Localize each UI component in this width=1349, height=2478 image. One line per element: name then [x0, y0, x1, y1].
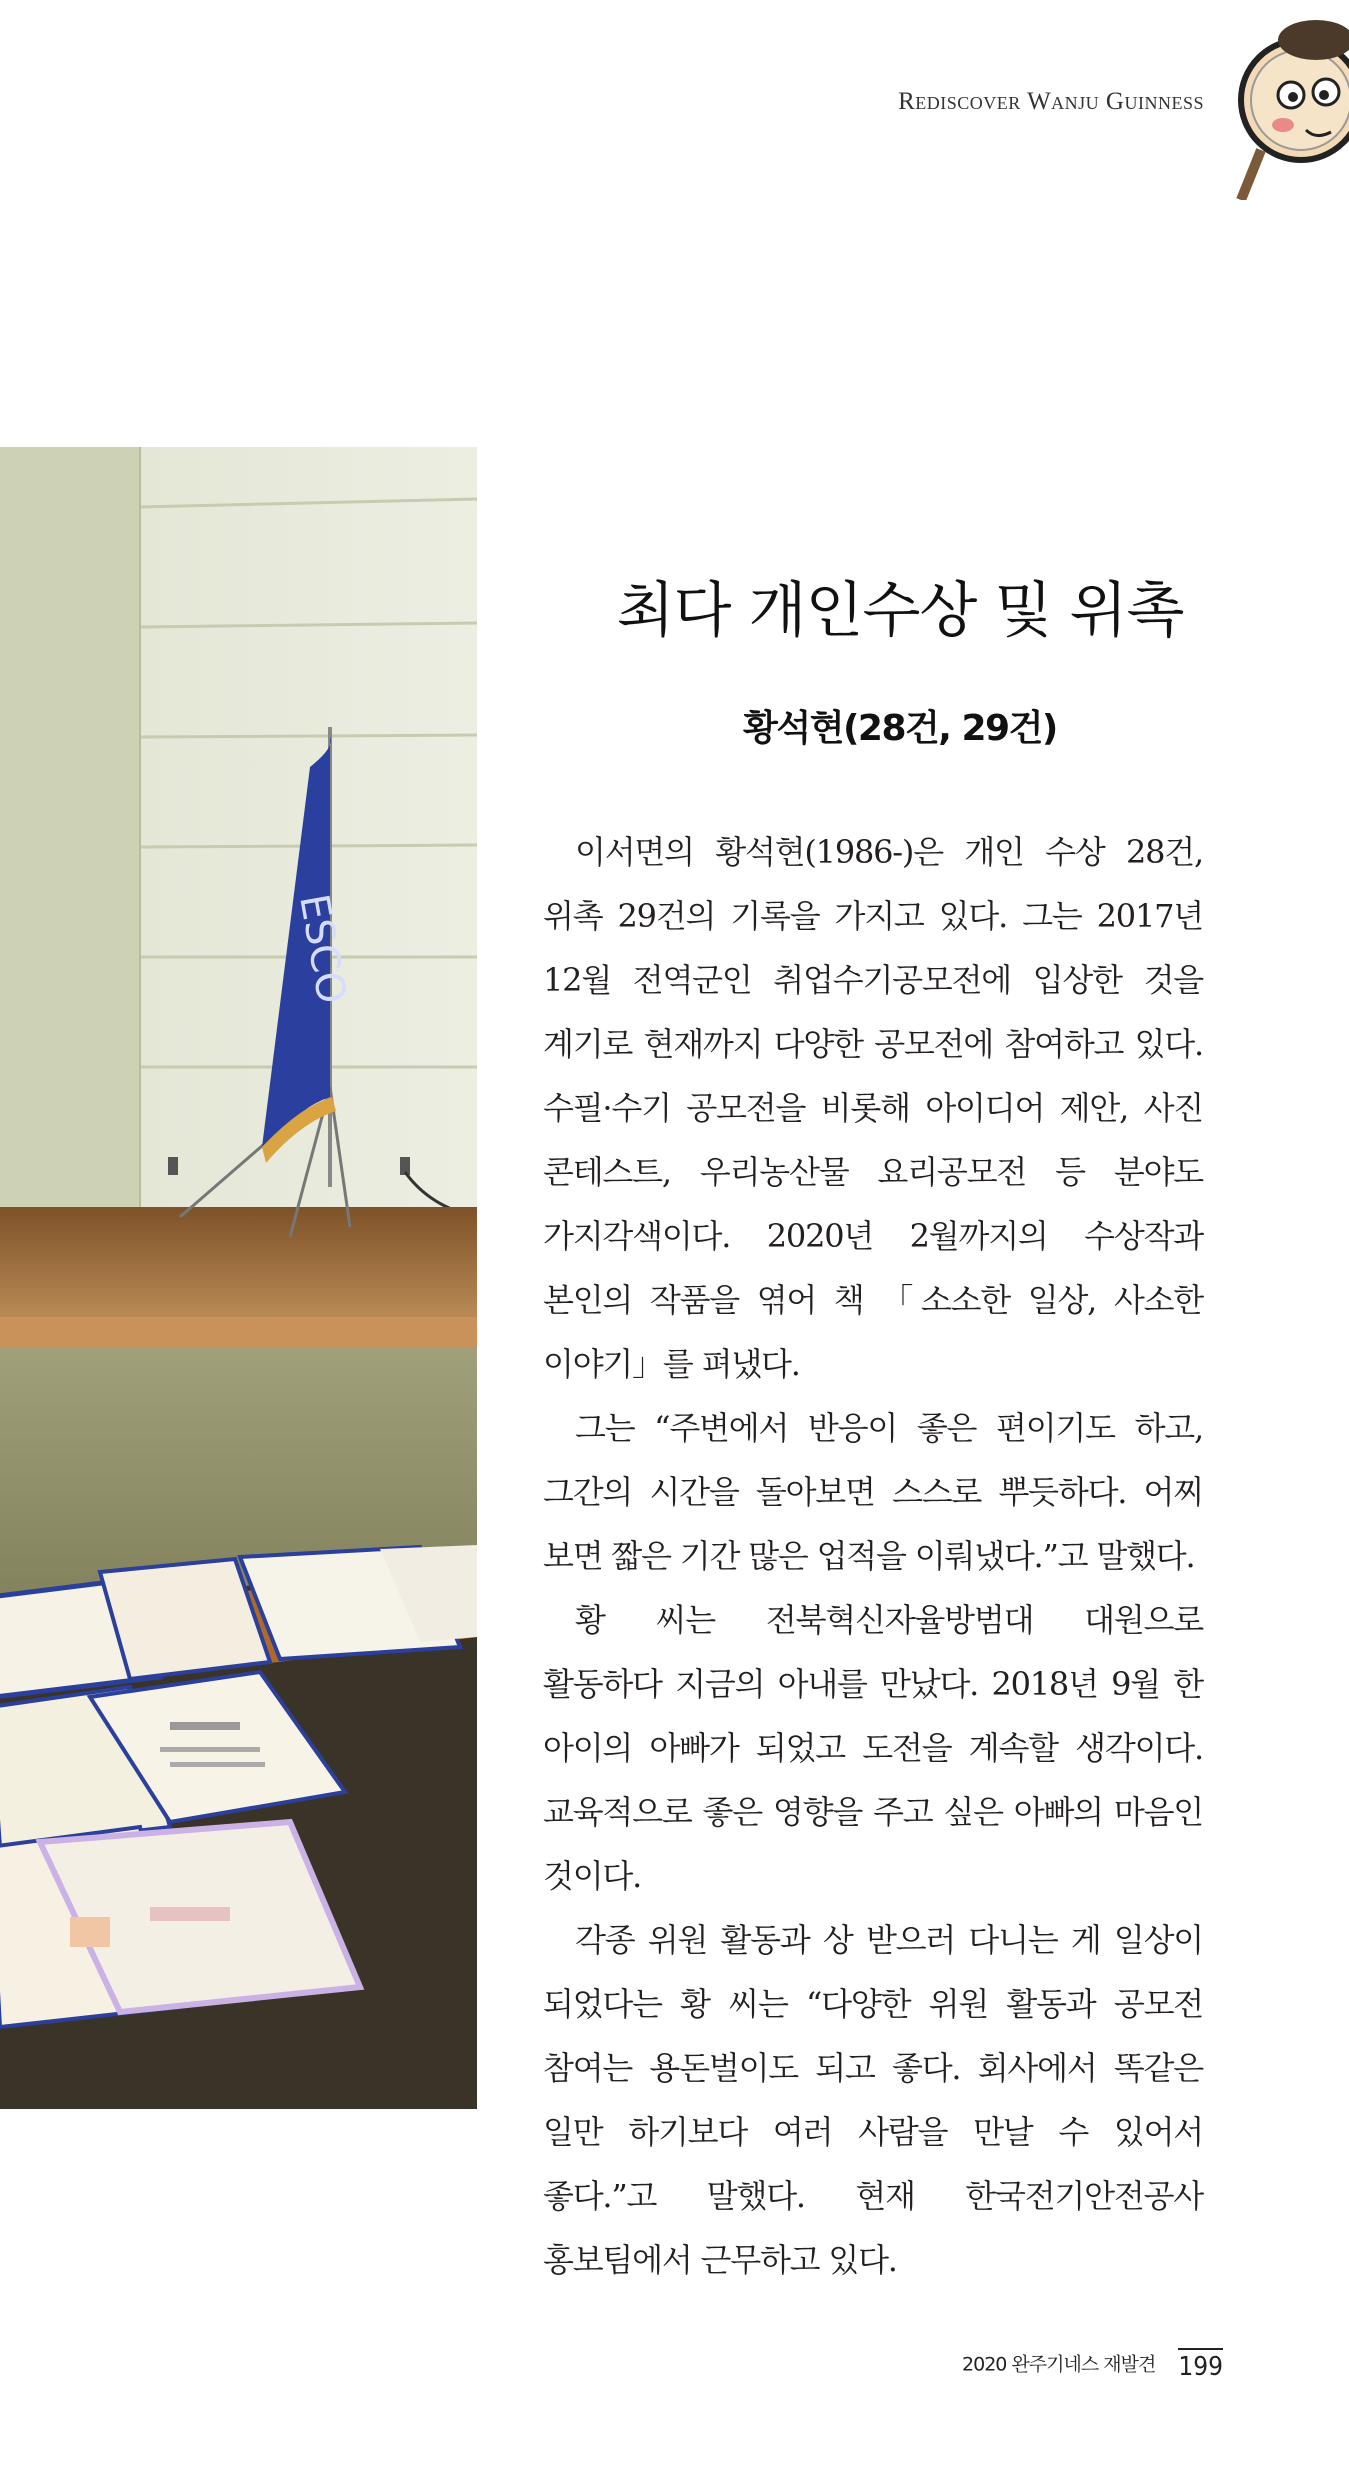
- publication-name: 2020 완주기네스 재발견: [962, 2353, 1156, 2376]
- body-paragraph: 그는 “주변에서 반응이 좋은 편이기도 하고, 그간의 시간을 돌아보면 스스로 뿌듯하다. 어찌 보면 짧은 기간 많은 업적을 이뤄냈다.”고 말했다.: [543, 1409, 1203, 1575]
- body-paragraph: 이서면의 황석현(1986-)은 개인 수상 28건, 위촉 29건의 기록을 가지고 있다. 그는 2017년 12월 전역군인 취업수기공모전에 입상한 것을 계기로 현재까지 다양한 공모전에 참여하고 있다. 수필·수기 공모전을 비롯해 아이디어 제안, 사진 콘테스트, 우리농산물 요리공모전 등 분야도 가지각색이다. 2020년 2월까지의 수상작과 본인의 작품을 엮어 책 「소소한 일상, 사소한 이야기」를 펴냈다.: [543, 833, 1203, 1383]
- page-number: 199: [1178, 2348, 1223, 2382]
- svg-text:ESCO: ESCO: [290, 890, 355, 1008]
- article-body: [543, 820, 1203, 2292]
- award-certificates-photo: [0, 447, 477, 2109]
- body-paragraph: 황 씨는 전북혁신자율방범대 대원으로 활동하다 지금의 아내를 만났다. 2018년 9월 한 아이의 아빠가 되었고 도전을 계속할 생각이다. 교육적으로 좋은 영향을 주고 싶은 아빠의 마음인 것이다.: [543, 1601, 1203, 1895]
- article-subtitle: 황석현(28건, 29건): [743, 708, 1057, 749]
- body-paragraph: 각종 위원 활동과 상 받으러 다니는 게 일상이 되었다는 황 씨는 “다양한 위원 활동과 공모전 참여는 용돈벌이도 되고 좋다. 회사에서 똑같은 일만 하기보다 여러 사람을 만날 수 있어서 좋다.”고 말했다. 현재 한국전기안전공사 홍보팀에서 근무하고 있다.: [543, 1921, 1203, 2279]
- magnifier-mascot-illustration: [1221, 0, 1349, 200]
- article-title: 최다 개인수상 및 위촉: [616, 576, 1184, 646]
- page-footer: [962, 2348, 1223, 2382]
- running-header: Rediscover Wanju Guinness: [898, 88, 1204, 115]
- photo-scene: [0, 447, 477, 2109]
